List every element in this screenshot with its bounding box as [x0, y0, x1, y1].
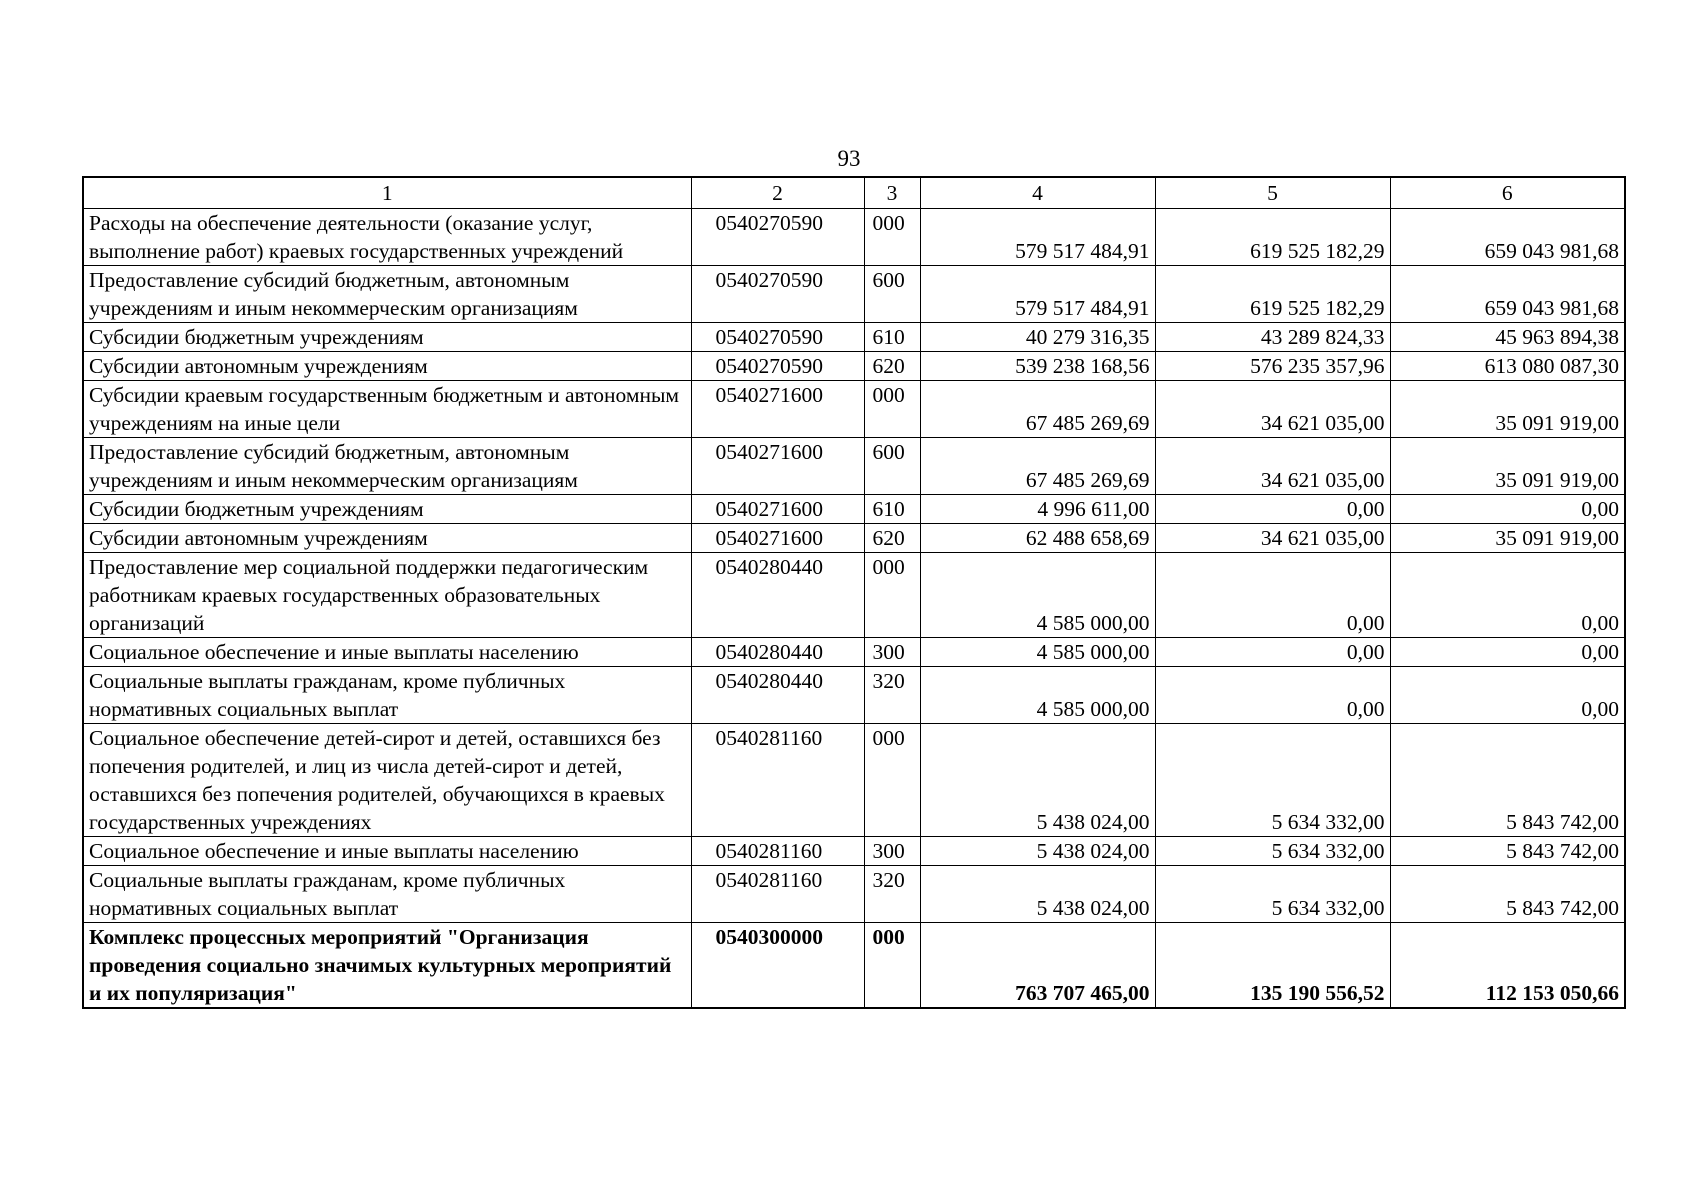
row-type-cell: 620	[864, 352, 920, 381]
row-code-cell: 0540281160	[691, 837, 864, 866]
row-value-col6: 659 043 981,68	[1390, 209, 1625, 266]
row-type-cell: 000	[864, 553, 920, 638]
table-row	[83, 667, 1625, 724]
row-type-cell: 000	[864, 923, 920, 1009]
table-row	[83, 323, 1625, 352]
table-row	[83, 923, 1625, 1009]
row-value-col4: 67 485 269,69	[920, 381, 1155, 438]
row-value-col6: 35 091 919,00	[1390, 524, 1625, 553]
row-name-cell: Предоставление мер социальной поддержки педагогическим работникам краевых государственных образовательных организаций	[83, 553, 691, 638]
table-row	[83, 638, 1625, 667]
row-name-cell: Социальные выплаты гражданам, кроме публичных нормативных социальных выплат	[83, 866, 691, 923]
row-type-cell: 600	[864, 266, 920, 323]
row-value-col5: 0,00	[1155, 553, 1390, 638]
header-col-5: 5	[1155, 177, 1390, 209]
table-header	[83, 177, 1625, 209]
row-value-col6: 35 091 919,00	[1390, 381, 1625, 438]
row-code-cell: 0540271600	[691, 438, 864, 495]
row-value-col4: 4 585 000,00	[920, 638, 1155, 667]
row-name-cell: Субсидии автономным учреждениям	[83, 524, 691, 553]
row-value-col4: 4 996 611,00	[920, 495, 1155, 524]
row-code-cell: 0540280440	[691, 667, 864, 724]
row-value-col5: 0,00	[1155, 667, 1390, 724]
row-code-cell: 0540270590	[691, 323, 864, 352]
row-value-col5: 34 621 035,00	[1155, 438, 1390, 495]
row-name-cell: Субсидии бюджетным учреждениям	[83, 495, 691, 524]
row-type-cell: 320	[864, 866, 920, 923]
table-row	[83, 837, 1625, 866]
row-value-col5: 619 525 182,29	[1155, 209, 1390, 266]
row-value-col6: 5 843 742,00	[1390, 837, 1625, 866]
row-name-cell: Социальные выплаты гражданам, кроме публичных нормативных социальных выплат	[83, 667, 691, 724]
row-value-col4: 763 707 465,00	[920, 923, 1155, 1009]
row-value-col4: 40 279 316,35	[920, 323, 1155, 352]
row-value-col5: 135 190 556,52	[1155, 923, 1390, 1009]
table-body	[83, 209, 1625, 1009]
row-name-cell: Субсидии краевым государственным бюджетным и автономным учреждениям на иные цели	[83, 381, 691, 438]
row-code-cell: 0540271600	[691, 381, 864, 438]
row-type-cell: 300	[864, 638, 920, 667]
row-name-cell: Субсидии автономным учреждениям	[83, 352, 691, 381]
row-type-cell: 000	[864, 209, 920, 266]
table-row	[83, 724, 1625, 837]
row-value-col6: 0,00	[1390, 638, 1625, 667]
row-value-col5: 34 621 035,00	[1155, 524, 1390, 553]
table-row	[83, 495, 1625, 524]
row-name-cell: Социальное обеспечение и иные выплаты населению	[83, 837, 691, 866]
row-name-cell: Комплекс процессных мероприятий "Организация проведения социально значимых культурных мероприятий и их популяризация"	[83, 923, 691, 1009]
row-name-cell: Субсидии бюджетным учреждениям	[83, 323, 691, 352]
row-code-cell: 0540270590	[691, 209, 864, 266]
header-col-1: 1	[83, 177, 691, 209]
row-code-cell: 0540271600	[691, 495, 864, 524]
table-row	[83, 524, 1625, 553]
row-value-col4: 579 517 484,91	[920, 209, 1155, 266]
row-value-col5: 34 621 035,00	[1155, 381, 1390, 438]
table-row	[83, 866, 1625, 923]
row-value-col5: 5 634 332,00	[1155, 866, 1390, 923]
table-row	[83, 553, 1625, 638]
row-value-col5: 0,00	[1155, 495, 1390, 524]
budget-table	[82, 176, 1626, 1009]
row-code-cell: 0540300000	[691, 923, 864, 1009]
page-number: 93	[837, 146, 861, 171]
row-value-col4: 4 585 000,00	[920, 553, 1155, 638]
row-value-col6: 659 043 981,68	[1390, 266, 1625, 323]
row-value-col4: 539 238 168,56	[920, 352, 1155, 381]
row-value-col4: 5 438 024,00	[920, 837, 1155, 866]
row-value-col5: 576 235 357,96	[1155, 352, 1390, 381]
row-type-cell: 320	[864, 667, 920, 724]
row-code-cell: 0540280440	[691, 553, 864, 638]
row-type-cell: 300	[864, 837, 920, 866]
row-value-col6: 5 843 742,00	[1390, 866, 1625, 923]
row-name-cell: Социальное обеспечение детей-сирот и детей, оставшихся без попечения родителей, и лиц из числа детей-сирот и детей, оставшихся без попечения родителей, обучающихся в краевых государственных учреждениях	[83, 724, 691, 837]
row-value-col6: 45 963 894,38	[1390, 323, 1625, 352]
row-code-cell: 0540281160	[691, 866, 864, 923]
row-name-cell: Предоставление субсидий бюджетным, автономным учреждениям и иным некоммерческим организациям	[83, 266, 691, 323]
row-value-col4: 579 517 484,91	[920, 266, 1155, 323]
row-code-cell: 0540280440	[691, 638, 864, 667]
row-value-col6: 35 091 919,00	[1390, 438, 1625, 495]
row-code-cell: 0540270590	[691, 266, 864, 323]
row-value-col5: 619 525 182,29	[1155, 266, 1390, 323]
row-value-col4: 67 485 269,69	[920, 438, 1155, 495]
row-type-cell: 610	[864, 323, 920, 352]
row-value-col4: 5 438 024,00	[920, 866, 1155, 923]
row-value-col5: 5 634 332,00	[1155, 837, 1390, 866]
table-row	[83, 266, 1625, 323]
row-type-cell: 000	[864, 724, 920, 837]
row-code-cell: 0540281160	[691, 724, 864, 837]
row-value-col6: 0,00	[1390, 667, 1625, 724]
row-value-col6: 112 153 050,66	[1390, 923, 1625, 1009]
row-name-cell: Социальное обеспечение и иные выплаты населению	[83, 638, 691, 667]
table-row	[83, 438, 1625, 495]
row-value-col5: 0,00	[1155, 638, 1390, 667]
row-type-cell: 000	[864, 381, 920, 438]
row-name-cell: Предоставление субсидий бюджетным, автономным учреждениям и иным некоммерческим организациям	[83, 438, 691, 495]
row-type-cell: 620	[864, 524, 920, 553]
header-col-4: 4	[920, 177, 1155, 209]
row-value-col6: 0,00	[1390, 495, 1625, 524]
row-value-col4: 5 438 024,00	[920, 724, 1155, 837]
row-type-cell: 600	[864, 438, 920, 495]
table-row	[83, 352, 1625, 381]
row-value-col4: 62 488 658,69	[920, 524, 1155, 553]
row-value-col6: 5 843 742,00	[1390, 724, 1625, 837]
header-col-3: 3	[864, 177, 920, 209]
row-value-col5: 5 634 332,00	[1155, 724, 1390, 837]
table-row	[83, 381, 1625, 438]
header-col-2: 2	[691, 177, 864, 209]
header-row	[83, 177, 1625, 209]
table-row	[83, 209, 1625, 266]
row-code-cell: 0540270590	[691, 352, 864, 381]
row-value-col4: 4 585 000,00	[920, 667, 1155, 724]
row-name-cell: Расходы на обеспечение деятельности (оказание услуг, выполнение работ) краевых государственных учреждений	[83, 209, 691, 266]
row-code-cell: 0540271600	[691, 524, 864, 553]
row-value-col6: 0,00	[1390, 553, 1625, 638]
row-value-col5: 43 289 824,33	[1155, 323, 1390, 352]
row-value-col6: 613 080 087,30	[1390, 352, 1625, 381]
header-col-6: 6	[1390, 177, 1625, 209]
row-type-cell: 610	[864, 495, 920, 524]
